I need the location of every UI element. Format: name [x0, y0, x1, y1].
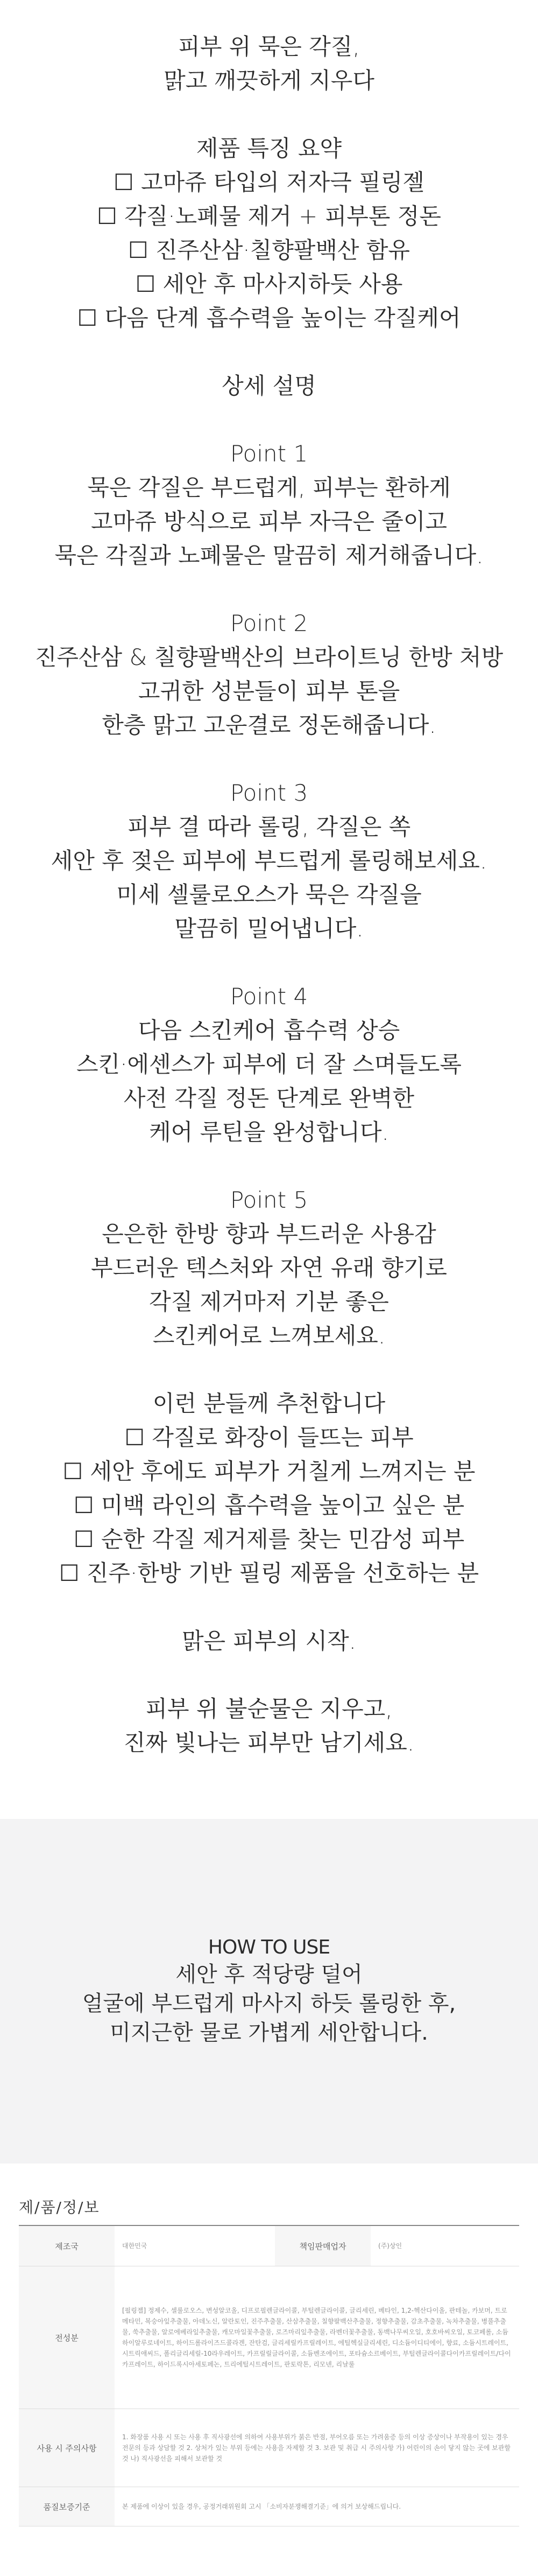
summary-item: ☐ 다음 단계 흡수력을 높이는 각질케어: [77, 305, 461, 331]
headline-line-1: 피부 위 묵은 각질,: [178, 33, 360, 60]
table-row: [19, 2487, 519, 2526]
intro-section: [0, 30, 538, 1760]
point-line: 은은한 한방 향과 부드러운 사용감: [102, 1221, 436, 1247]
summary-item: ☐ 각질·노폐물 제거 + 피부톤 정돈: [97, 203, 441, 229]
point-line: 묵은 각질은 부드럽게, 피부는 환하게: [87, 474, 451, 501]
how-to-use-line: 미지근한 물로 가볍게 세안합니다.: [110, 2020, 428, 2045]
product-info-section: [0, 2164, 538, 2537]
point-title: Point 5: [230, 1187, 308, 1213]
point-title: Point 3: [230, 780, 308, 806]
how-to-use-section: [0, 1819, 538, 2164]
caution-value: 1. 화장품 사용 시 또는 사용 후 직사광선에 의하여 사용부위가 붉은 반점, 부어오름 또는 가려움증 등의 이상 증상이나 부작용이 있는 경우 전문의 등과 상담할 것 2. 상처가 있는 부위 등에는 사용을 자제할 것 3. 보관 및 취급 시 주의사항 가) 어린이의 손이 닿지 않는 곳에 보관할 것 나) 직사광선을 피해서 보관할 것: [115, 2409, 519, 2487]
table-row: [19, 2266, 519, 2409]
point-title: Point 1: [230, 440, 308, 467]
recommend-item: ☐ 진주·한방 기반 필링 제품을 선호하는 분: [59, 1560, 479, 1586]
summary-item: ☐ 진주산삼·칠향팔백산 함유: [128, 237, 410, 263]
how-to-use-title: HOW TO USE: [208, 1936, 330, 1958]
point-line: 케어 루틴을 완성합니다.: [149, 1119, 389, 1145]
point-line: 미세 셀룰로오스가 묵은 각질을: [116, 881, 422, 908]
point-line: 진주산삼 & 칠향팔백산의 브라이트닝 한방 처방: [34, 644, 504, 670]
closing-line: 진짜 빛나는 피부만 남기세요.: [123, 1730, 415, 1756]
seller-value: (주)상인: [371, 2225, 519, 2266]
point-line: 한층 맑고 고운결로 정돈해줍니다.: [102, 712, 436, 738]
caution-label: 사용 시 주의사항: [19, 2409, 115, 2487]
point-line: 묵은 각질과 노폐물은 말끔히 제거해줍니다.: [54, 542, 484, 569]
how-to-use-line: 얼굴에 부드럽게 마사지 하듯 롤링한 후,: [82, 1991, 456, 2016]
point-line: 스킨·에센스가 피부에 더 잘 스며들도록: [76, 1051, 462, 1077]
point-line: 부드러운 텍스처와 자연 유래 향기로: [91, 1255, 447, 1281]
how-to-use-line: 세안 후 적당량 덜어: [175, 1962, 363, 1987]
summary-item: ☐ 고마쥬 타입의 저자극 필링젤: [114, 169, 424, 195]
manufacturer-label: 제조국: [19, 2225, 115, 2266]
closing-line: 피부 위 불순물은 지우고,: [145, 1696, 393, 1722]
product-info-table: [19, 2225, 519, 2526]
point-line: 각질 제거마저 기분 좋은: [149, 1289, 389, 1315]
point-line: 고마쥬 방식으로 피부 자극은 줄이고: [91, 508, 447, 535]
manufacturer-value: 대한민국: [115, 2225, 275, 2266]
recommend-item: ☐ 세안 후에도 피부가 거칠게 느껴지는 분: [62, 1458, 476, 1485]
point-title: Point 4: [230, 983, 308, 1010]
point-line: 고귀한 성분들이 피부 톤을: [138, 678, 400, 704]
recommend-item: ☐ 순한 각질 제거제를 찾는 민감성 피부: [73, 1526, 465, 1552]
table-row: [19, 2409, 519, 2487]
point-line: 스킨케어로 느껴보세요.: [152, 1322, 386, 1349]
recommend-item: ☐ 각질로 화장이 들뜨는 피부: [124, 1424, 414, 1451]
quality-standard-value: 본 제품에 이상이 있을 경우, 공정거래위원회 고시 「소비자분쟁해결기준」에 의거 보상해드립니다.: [115, 2487, 519, 2526]
point-line: 말끔히 밀어냅니다.: [174, 915, 364, 942]
recommend-title: 이런 분들께 추천합니다: [152, 1390, 386, 1417]
summary-item: ☐ 세안 후 마사지하듯 사용: [135, 271, 403, 297]
recommend-item: ☐ 미백 라인의 흡수력을 높이고 싶은 분: [73, 1492, 465, 1518]
ingredients-label: 전성분: [19, 2266, 115, 2409]
point-line: 피부 결 따라 롤링, 각질은 쏙: [127, 814, 411, 840]
product-info-heading: 제/품/정/보: [19, 2199, 100, 2216]
ingredients-value: [필링젤] 정제수, 셀룰로오스, 변성알코올, 디프로필렌글라이콜, 부틸렌글라이콜, 글리세린, 베타인, 1,2-헥산다이올, 판테놀, 카보머, 트로메타민, 복숭아잎추출물, 아데노신, 알란토인, 진주추출물, 산삼추출물, 칠향팔백산추출물, 정향추출물, 감초추출물, 녹차추출물, 병풀추출물, 쑥추출물, 알로에베라잎추출물, 캐모마일꽃추출물, 로즈마리잎추출물, 라벤더꽃추출물, 동백나무씨오일, 호호바씨오일, 토코페롤, 소듐하이알루로네이트, 하이드롤라이즈드콜라겐, 잔탄검, 글리세릴카프릴레이트, 에틸헥실글리세린, 디소듐이디티에이, 향료, 소듐시트레이트, 시트릭애씨드, 폴리글리세릴-10라우레이트, 카프릴릴글라이콜, 소듐벤조에이트, 포타슘소르베이트, 부틸렌글라이콜다이카프릴레이트/다이카프레이트, 하이드록시아세토페논, 트리에틸시트레이트, 판토락톤, 리모넨, 리날룰: [115, 2266, 519, 2409]
seller-label: 책임판매업자: [275, 2225, 371, 2266]
detail-title: 상세 설명: [222, 373, 316, 399]
point-line: 사전 각질 정돈 단계로 완벽한: [123, 1085, 415, 1111]
quality-standard-label: 품질보증기준: [19, 2487, 115, 2526]
summary-title: 제품 특징 요약: [196, 135, 342, 162]
point-title: Point 2: [230, 610, 308, 636]
headline-line-2: 맑고 깨끗하게 지우다: [164, 67, 374, 94]
closing-line-1: 맑은 피부의 시작.: [181, 1628, 357, 1654]
point-line: 다음 스킨케어 흡수력 상승: [138, 1017, 400, 1044]
table-row: [19, 2225, 519, 2266]
point-line: 세안 후 젖은 피부에 부드럽게 롤링해보세요.: [51, 848, 487, 874]
